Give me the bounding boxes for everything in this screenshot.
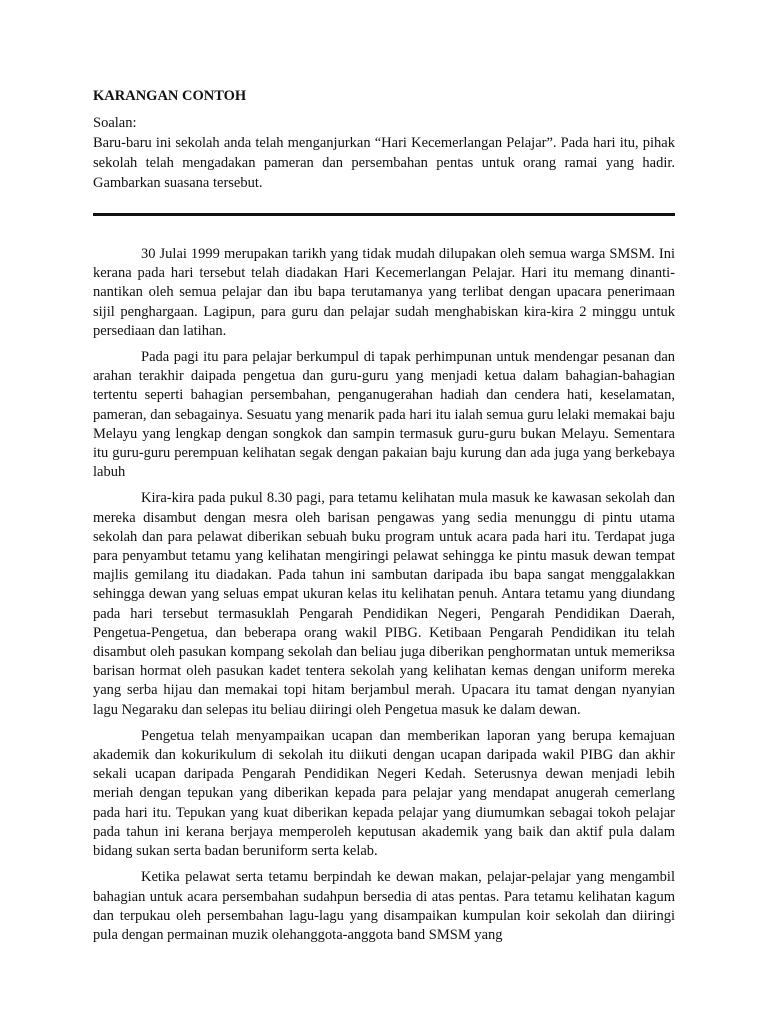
divider-line	[93, 213, 675, 216]
essay-paragraph-3: Kira-kira pada pukul 8.30 pagi, para tetamu kelihatan mula masuk ke kawasan sekolah dan mereka disambut dengan mesra oleh barisan pengawas yang sedia menunggu di pintu utama sekolah dan para pelawat diberikan sebuah buku program untuk acara pada hari itu. Terdapat juga para penyambut tetamu yang kelihatan mengiringi pelawat sehingga ke pintu masuk dewan tempat majlis gemilang itu diadakan. Pada tahun ini sambutan daripada ibu bapa sangat menggalakkan sehingga dewan yang seluas empat ukuran kelas itu kelihatan penuh. Antara tetamu yang diundang pada hari tersebut termasuklah Pengarah Pendidikan Negeri, Pengarah Pendidikan Daerah, Pengetua-Pengetua, dan beberapa orang wakil PIBG. Ketibaan Pengarah Pendidikan itu telah disambut oleh pasukan kompang sekolah dan beliau juga diberikan penghormatan untuk memeriksa barisan hormat oleh pasukan kadet tentera sekolah yang kelihatan kemas dengan uniform mereka yang serba hijau dan memakai topi hitam berjambul merah. Upacara itu tamat dengan nyanyian lagu Negaraku dan selepas itu beliau diiringi oleh Pengetua masuk ke dalam dewan.	[93, 490, 675, 718]
essay-paragraph-1: 30 Julai 1999 merupakan tarikh yang tidak mudah dilupakan oleh semua warga SMSM. Ini kerana pada hari tersebut telah diadakan Hari Kecemerlangan Pelajar. Hari itu memang dinanti-nantikan oleh semua pelajar dan ibu bapa terutamanya yang terlibat dengan upacara penerimaan sijil penghargaan. Lagipun, para guru dan pelajar sudah menghabiskan kira-kira 2 minggu untuk persediaan dan latihan.	[93, 246, 675, 339]
essay-page	[93, 86, 675, 952]
question-label: Soalan:	[93, 115, 137, 131]
essay-heading: KARANGAN CONTOH	[93, 88, 247, 104]
question-text: Baru-baru ini sekolah anda telah menganjurkan “Hari Kecemerlangan Pelajar”. Pada hari itu, pihak sekolah telah mengadakan pameran dan persembahan pentas untuk orang ramai yang hadir. Gambarkan suasana tersebut.	[93, 135, 675, 191]
essay-paragraph-4: Pengetua telah menyampaikan ucapan dan memberikan laporan yang berupa kemajuan akademik dan kokurikulum di sekolah itu diikuti dengan ucapan daripada wakil PIBG dan akhir sekali ucapan daripada Pengarah Pendidikan Negeri Kedah. Seterusnya dewan menjadi lebih meriah dengan tepukan yang diberikan kepada para pelajar yang mendapat anugerah cemerlang pada hari itu. Tepukan yang kuat diberikan kepada pelajar yang diumumkan sebagai tokoh pelajar pada tahun ini kerana berjaya memperoleh keputusan akademik yang baik dan aktif pula dalam bidang sukan serta badan beruniform serta kelab.	[93, 727, 675, 860]
essay-paragraph-5: Ketika pelawat serta tetamu berpindah ke dewan makan, pelajar-pelajar yang mengambil bahagian untuk acara persembahan sudahpun bersedia di atas pentas. Para tetamu kelihatan kagum dan terpukau oleh persembahan lagu-lagu yang disampaikan kumpulan koir sekolah dan diiringi pula dengan permainan muzik olehanggota-anggota band SMSM yang	[93, 869, 675, 943]
essay-paragraph-2: Pada pagi itu para pelajar berkumpul di tapak perhimpunan untuk mendengar pesanan dan arahan terakhir daipada pengetua dan guru-guru yang menjadi ketua dalam bahagian-bahagian tertentu seperti bahagian persembahan, penganugerahan hadiah dan cendera hati, keselamatan, pameran, dan sebagainya. Sesuatu yang menarik pada hari itu ialah semua guru lelaki memakai baju Melayu yang lengkap dengan songkok dan sampin termasuk guru-guru bukan Melayu. Sementara itu guru-guru perempuan kelihatan segak dengan pakaian baju kurung dan ada juga yang berkebaya labuh	[93, 349, 675, 481]
